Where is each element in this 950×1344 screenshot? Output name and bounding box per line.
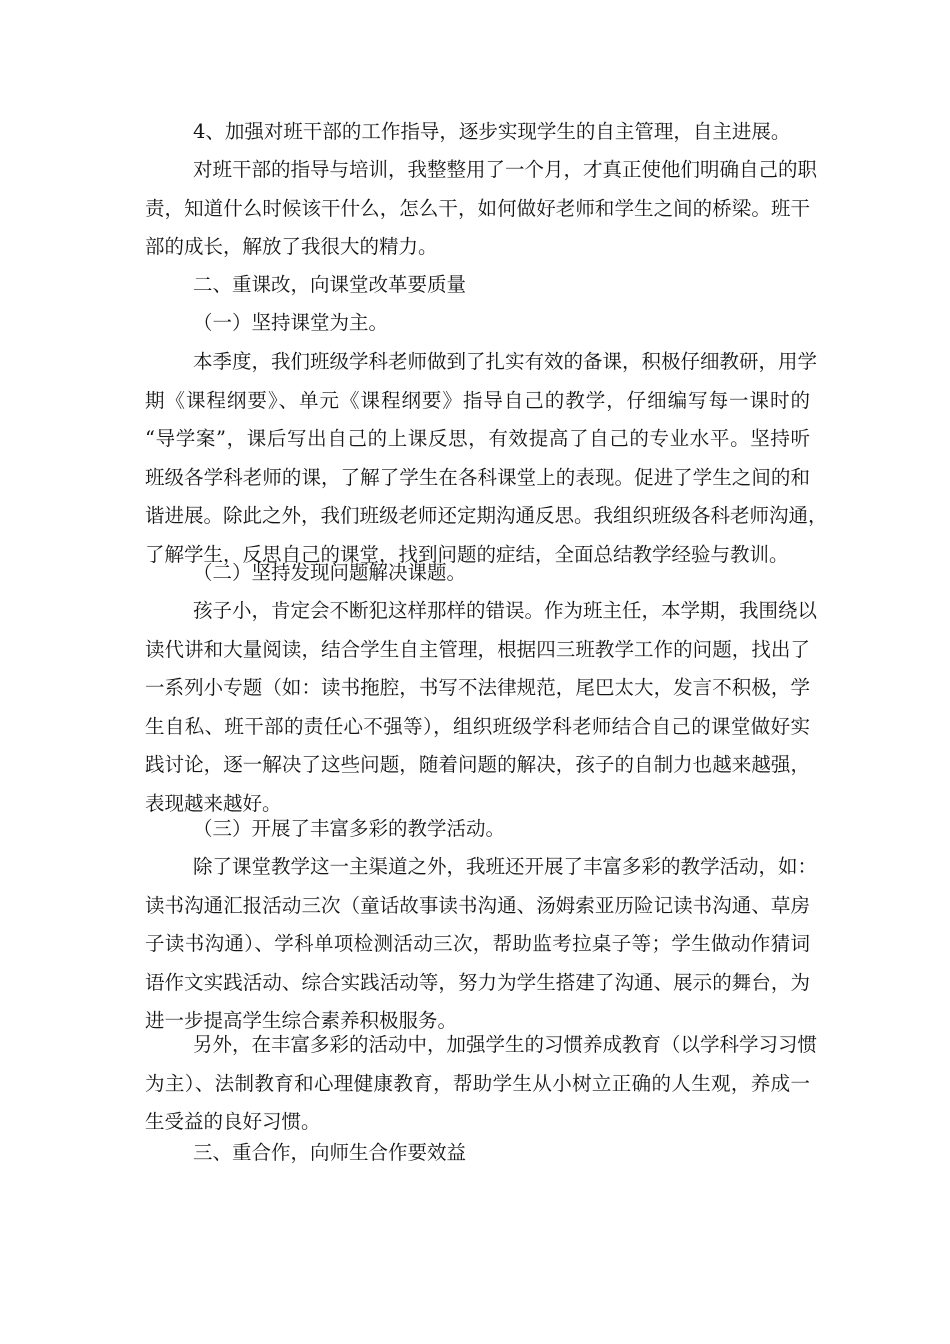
text-line: 对班干部的指导与培训，我整整用了一个月，才真正使他们明确自己的职 bbox=[193, 158, 818, 181]
text-line: 生自私、班干部的责任心不强等），组织班级学科老师结合自己的课堂做好实 bbox=[145, 714, 810, 738]
text-line: 责，知道什么时候该干什么，怎么干，如何做好老师和学生之间的桥梁。班干 bbox=[145, 196, 810, 220]
text-line: 除了课堂教学这一主渠道之外，我班还开展了丰富多彩的教学活动，如： bbox=[193, 855, 818, 878]
text-line: 本季度，我们班级学科老师做到了扎实有效的备课，积极仔细教研，用学 bbox=[193, 350, 818, 373]
subheading-2-2 bbox=[145, 554, 810, 593]
paragraph-habit-education bbox=[145, 1026, 818, 1142]
text-line: 生受益的良好习惯。 bbox=[145, 1110, 321, 1133]
text-line: 语作文实践活动、综合实践活动等，努力为学生搭建了沟通、展示的舞台，为 bbox=[145, 970, 810, 994]
text-line: 践讨论，逐一解决了这些问题，随着问题的解决，孩子的自制力也越来越强， bbox=[145, 753, 810, 776]
paragraph-lesson-prep bbox=[145, 343, 828, 574]
text-line: 谐进展。除此之外，我们班级老师还定期沟通反思。我组织班级各科老师沟通， bbox=[145, 504, 828, 527]
text-line: 进一步提高学生综合素养积极服务。 bbox=[145, 1009, 458, 1032]
paragraph-class-cadre-guidance bbox=[145, 113, 810, 152]
text-line: （二）坚持发现问题解决课题。 bbox=[193, 561, 467, 584]
heading-section-3 bbox=[145, 1134, 810, 1173]
text-line: 子读书沟通）、学科单项检测活动三次，帮助监考拉桌子等；学生做动作猜词 bbox=[145, 932, 810, 955]
text-line: 一系列小专题（如：读书拖腔，书写不法律规范，尾巴太大，发言不积极，学 bbox=[145, 676, 810, 699]
subheading-2-3 bbox=[145, 810, 810, 849]
heading-section-2 bbox=[145, 266, 810, 305]
text-line: 二、重课改，向课堂改革要质量 bbox=[193, 273, 467, 296]
text-line: （三）开展了丰富多彩的教学活动。 bbox=[193, 817, 506, 840]
text-line: 期《课程纲要》、单元《课程纲要》指导自己的教学，仔细编写每一课时的 bbox=[145, 388, 810, 412]
text-line: 读代讲和大量阅读，结合学生自主管理，根据四三班教学工作的问题，找出了 bbox=[145, 637, 810, 661]
text-line: 为主）、法制教育和心理健康教育，帮助学生从小树立正确的人生观，养成一 bbox=[145, 1071, 810, 1095]
text-line: “导学案”，课后写出自己的上课反思，有效提高了自己的专业水平。坚持听 bbox=[145, 427, 810, 450]
text-line: 部的成长，解放了我很大的精力。 bbox=[145, 235, 438, 258]
paragraph-cadre-training bbox=[145, 151, 818, 267]
text-line: 孩子小，肯定会不断犯这样那样的错误。作为班主任，本学期，我围绕以 bbox=[193, 599, 818, 622]
subheading-2-1 bbox=[145, 304, 810, 343]
paragraph-problem-solving bbox=[145, 592, 818, 823]
text-line: 班级各学科老师的课，了解了学生在各科课堂上的表现。促进了学生之间的和 bbox=[145, 465, 810, 489]
text-line: 了解学生，反思自己的课堂，找到问题的症结，全面总结教学经验与教训。 bbox=[145, 542, 789, 566]
text-line: 表现越来越好。 bbox=[145, 791, 282, 815]
text-line: （一）坚持课堂为主。 bbox=[193, 311, 389, 334]
text-line: 读书沟通汇报活动三次（童话故事读书沟通、汤姆索亚历险记读书沟通、草房 bbox=[145, 893, 810, 917]
text-line: 另外，在丰富多彩的活动中，加强学生的习惯养成教育（以学科学习习惯 bbox=[193, 1033, 818, 1056]
text-line: 4、加强对班干部的工作指导，逐步实现学生的自主管理，自主进展。 bbox=[193, 120, 791, 143]
text-line: 三、重合作，向师生合作要效益 bbox=[193, 1141, 467, 1164]
paragraph-teaching-activities bbox=[145, 848, 818, 1041]
